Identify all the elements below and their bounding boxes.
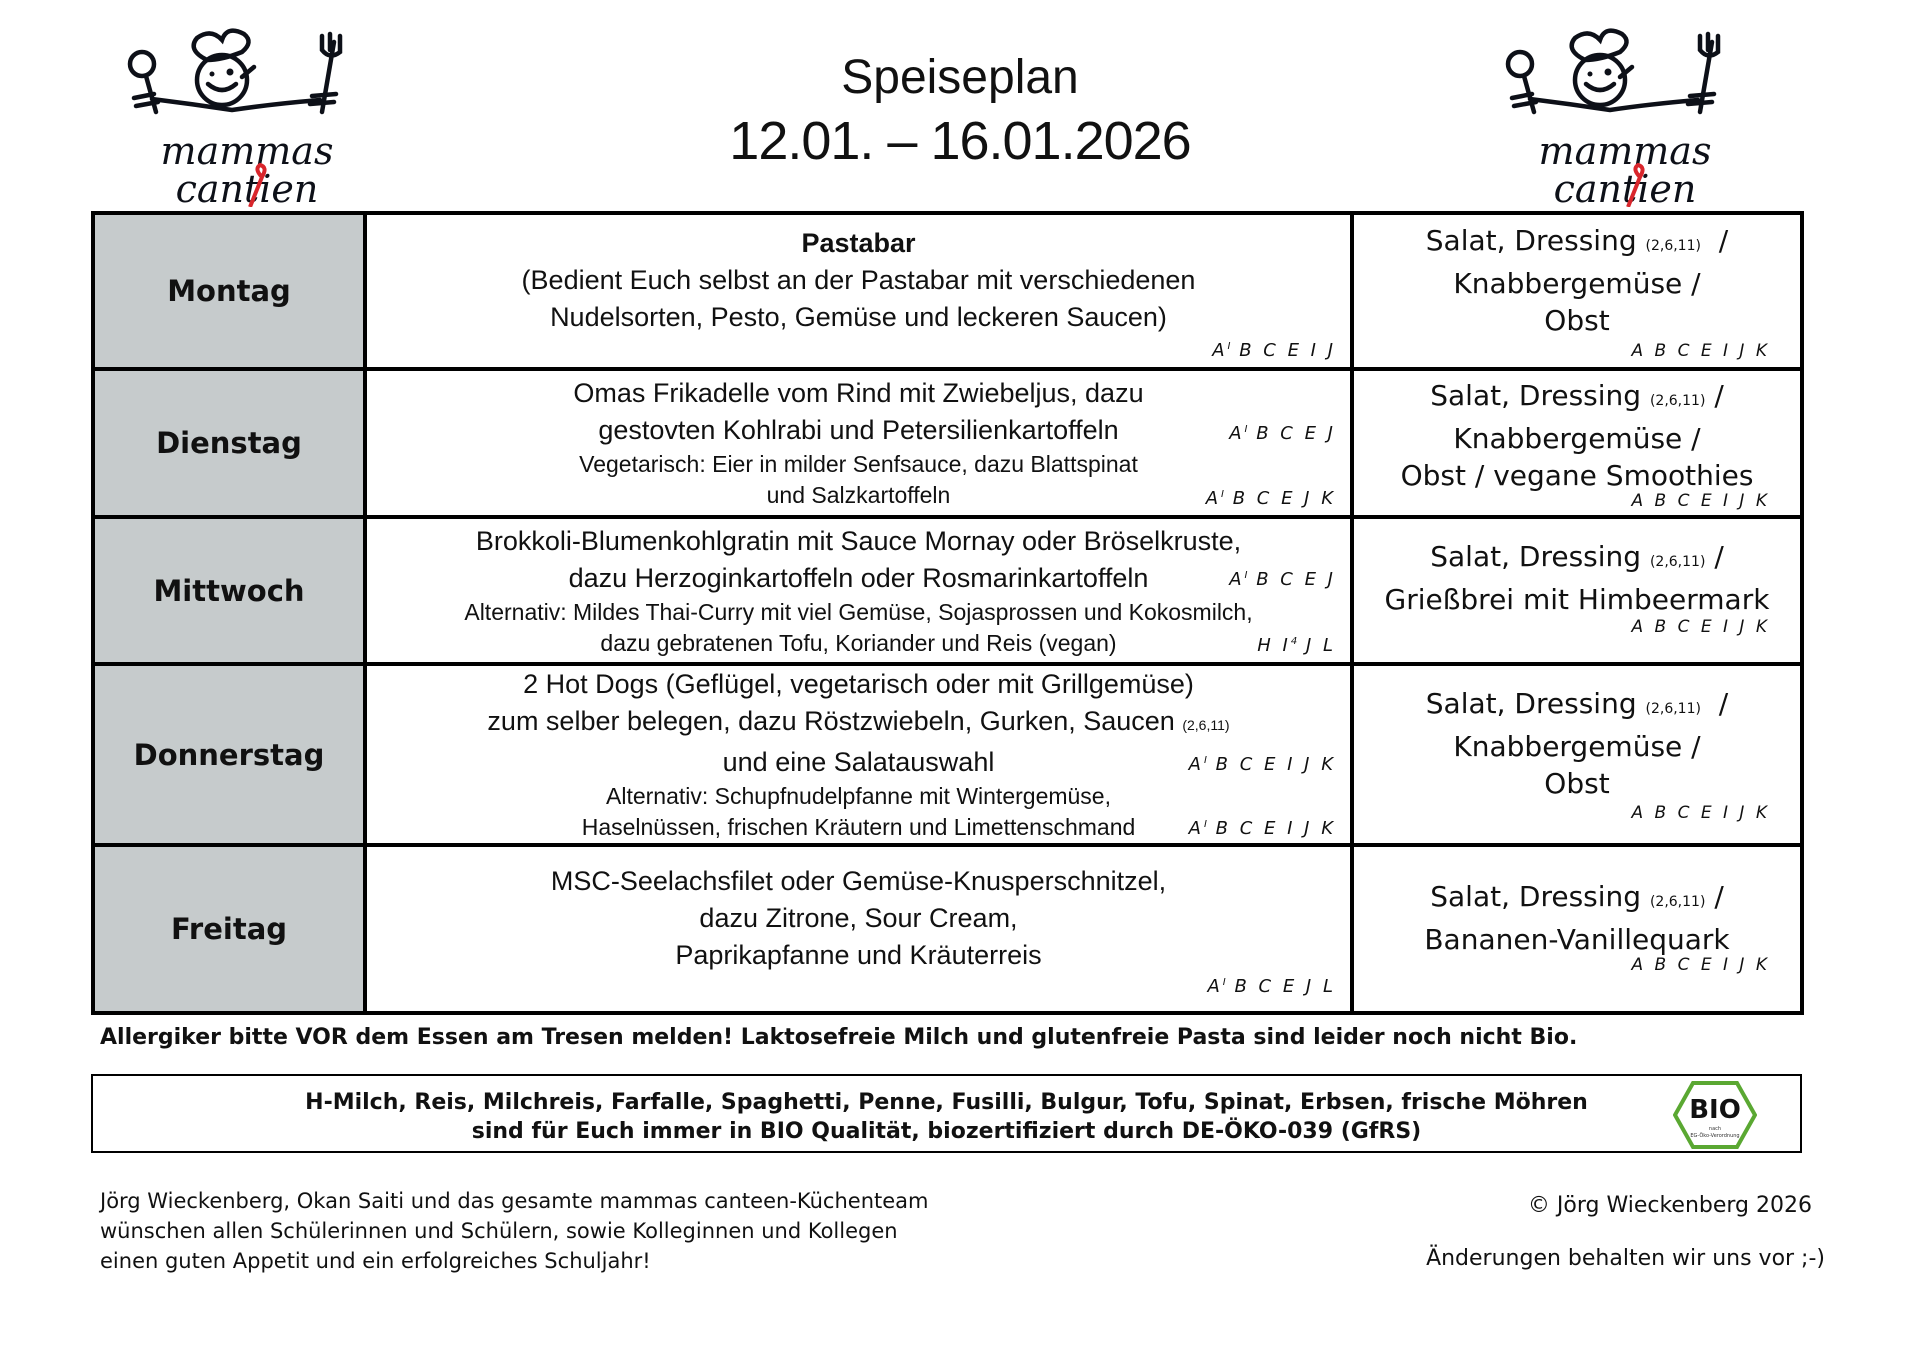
logo-text-cantien: cantien	[1553, 167, 1697, 207]
dish-heading: Pastabar	[801, 227, 916, 258]
logo-text-cantien: cantien	[175, 167, 319, 207]
date-range: 12.01. – 16.01.2026	[729, 111, 1191, 171]
menu-table	[91, 211, 1804, 1015]
bio-line: H-Milch, Reis, Milchreis, Farfalle, Spaghetti, Penne, Fusilli, Bulgur, Tofu, Spinat, Erbsen, frische Möhren	[305, 1090, 1588, 1115]
alt-dish-line: dazu gebratenen Tofu, Koriander und Reis (vegan)	[600, 629, 1117, 656]
bio-info-box	[91, 1074, 1802, 1153]
dish-line: MSC-Seelachsfilet oder Gemüse-Knusperschnitzel,	[550, 865, 1167, 896]
bio-seal-icon	[1673, 1080, 1757, 1150]
day-cell: Donnerstag	[93, 664, 365, 845]
allergen-codes: $A^I$ B C E J K	[1205, 488, 1336, 509]
side-dish-cell	[1352, 517, 1802, 664]
side-line: Obst	[1544, 767, 1610, 800]
side-line: Salat, Dressing (2,6,11) /	[1430, 539, 1724, 573]
dish-line: gestovten Kohlrabi und Petersilienkartoffeln	[598, 415, 1119, 445]
changes-notice: Änderungen behalten wir uns vor ;-)	[1426, 1246, 1825, 1271]
main-dish-cell	[365, 664, 1352, 845]
dish-line: (Bedient Euch selbst an der Pastabar mit verschiedenen	[521, 264, 1196, 295]
allergen-codes: $A^I$ B C E I J	[1212, 340, 1336, 361]
allergen-codes: $A^I$ B C E J L	[1207, 976, 1336, 997]
table-row-mittwoch	[93, 517, 1802, 664]
greeting-line: wünschen allen Schülerinnen und Schülern, sowie Kolleginnen und Kollegen	[100, 1219, 898, 1243]
allergy-notice: Allergiker bitte VOR dem Essen am Tresen melden! Laktosefreie Milch und glutenfreie Pasta sind leider noch nicht Bio.	[100, 1025, 1578, 1050]
bio-text	[93, 1088, 1800, 1146]
bio-line: sind für Euch immer in BIO Qualität, biozertifiziert durch DE-ÖKO-039 (GfRS)	[471, 1119, 1422, 1144]
bio-seal-label: BIO	[1689, 1095, 1741, 1125]
page-title: Speiseplan	[841, 51, 1079, 104]
allergen-codes: $A^I$ B C E I J K	[1188, 818, 1336, 839]
day-cell: Mittwoch	[93, 517, 365, 664]
bio-seal-sub: nach	[1708, 1126, 1722, 1132]
alt-dish-line: Alternativ: Schupfnudelpfanne mit Wintergemüse,	[606, 783, 1111, 809]
side-line: Knabbergemüse /	[1453, 730, 1701, 763]
main-dish-cell	[365, 213, 1352, 369]
main-dish-cell	[365, 517, 1352, 664]
greeting-line: Jörg Wieckenberg, Okan Saiti und das gesamte mammas canteen-Küchenteam	[100, 1189, 929, 1213]
side-line: Salat, Dressing (2,6,11) /	[1430, 880, 1724, 913]
side-line: Salat, Dressing (2,6,11) /	[1425, 687, 1729, 720]
logo-text-mammas: mammas	[1538, 129, 1712, 173]
table-row-donnerstag	[93, 664, 1802, 845]
main-dish-cell	[365, 845, 1352, 1013]
main-dish-cell	[365, 369, 1352, 517]
greeting-text	[100, 1186, 929, 1276]
table-row-dienstag	[93, 369, 1802, 517]
copyright: © Jörg Wieckenberg 2026	[1527, 1193, 1812, 1218]
side-line: Salat, Dressing (2,6,11) /	[1430, 378, 1724, 412]
allergen-codes: H $I^4$ J L	[1257, 635, 1336, 656]
dish-line: dazu Zitrone, Sour Cream,	[699, 902, 1018, 933]
greeting-line: einen guten Appetit und ein erfolgreiches Schuljahr!	[100, 1249, 651, 1273]
logo-text-mammas: mammas	[160, 129, 334, 173]
dish-line: Nudelsorten, Pesto, Gemüse und leckeren Saucen)	[550, 301, 1167, 332]
table-row-freitag	[93, 845, 1802, 1013]
side-dish-cell	[1352, 369, 1802, 517]
side-line: Obst	[1544, 303, 1610, 337]
side-line: Bananen-Vanillequark	[1424, 923, 1730, 956]
title-block	[660, 48, 1260, 174]
side-line: Obst / vegane Smoothies	[1400, 458, 1754, 492]
allergen-codes: A B C E I J K	[1631, 341, 1770, 361]
day-cell: Montag	[93, 213, 365, 369]
dish-line: und eine Salatauswahl	[722, 747, 995, 777]
side-line: Knabbergemüse /	[1453, 421, 1701, 455]
alt-dish-line: Haselnüssen, frischen Kräutern und Limettenschmand	[581, 814, 1136, 840]
side-line: Grießbrei mit Himbeermark	[1384, 582, 1770, 616]
allergen-codes: A B C E I J K	[1631, 617, 1770, 637]
dish-line: 2 Hot Dogs (Geflügel, vegetarisch oder mit Grillgemüse)	[523, 669, 1194, 699]
mammas-cantien-logo-left	[122, 22, 372, 207]
allergen-codes: A B C E I J K	[1631, 955, 1770, 975]
allergen-codes: $A^I$ B C E I J K	[1188, 754, 1336, 775]
side-dish-cell	[1352, 845, 1802, 1013]
alt-dish-line: Alternativ: Mildes Thai-Curry mit viel Gemüse, Sojasprossen und Kokosmilch,	[464, 598, 1253, 625]
bio-seal-sub: EG-Öko-Verordnung	[1690, 1133, 1740, 1139]
allergen-codes: A B C E I J K	[1631, 803, 1770, 823]
dish-line: Omas Frikadelle vom Rind mit Zwiebeljus, dazu	[573, 378, 1144, 408]
day-cell: Freitag	[93, 845, 365, 1013]
allergen-codes: A B C E I J K	[1631, 491, 1770, 511]
side-dish-cell	[1352, 213, 1802, 369]
dish-line: Paprikapfanne und Kräuterreis	[675, 939, 1042, 970]
side-line: Knabbergemüse /	[1453, 266, 1701, 300]
dish-line: dazu Herzoginkartoffeln oder Rosmarinkartoffeln	[568, 562, 1149, 593]
allergen-codes: $A^I$ B C E J	[1229, 423, 1336, 444]
day-cell: Dienstag	[93, 369, 365, 517]
allergen-codes: $A^I$ B C E J	[1229, 569, 1336, 590]
mammas-cantien-logo-right	[1500, 22, 1750, 207]
table-row-montag	[93, 213, 1802, 369]
alt-dish-line: Vegetarisch: Eier in milder Senfsauce, dazu Blattspinat	[579, 451, 1138, 477]
side-line: Salat, Dressing (2,6,11) /	[1425, 223, 1729, 257]
alt-dish-line: und Salzkartoffeln	[766, 482, 951, 508]
dish-line: Brokkoli-Blumenkohlgratin mit Sauce Mornay oder Bröselkruste,	[475, 525, 1242, 556]
dish-line: zum selber belegen, dazu Röstzwiebeln, Gurken, Saucen (2,6,11)	[487, 706, 1230, 736]
side-dish-cell	[1352, 664, 1802, 845]
